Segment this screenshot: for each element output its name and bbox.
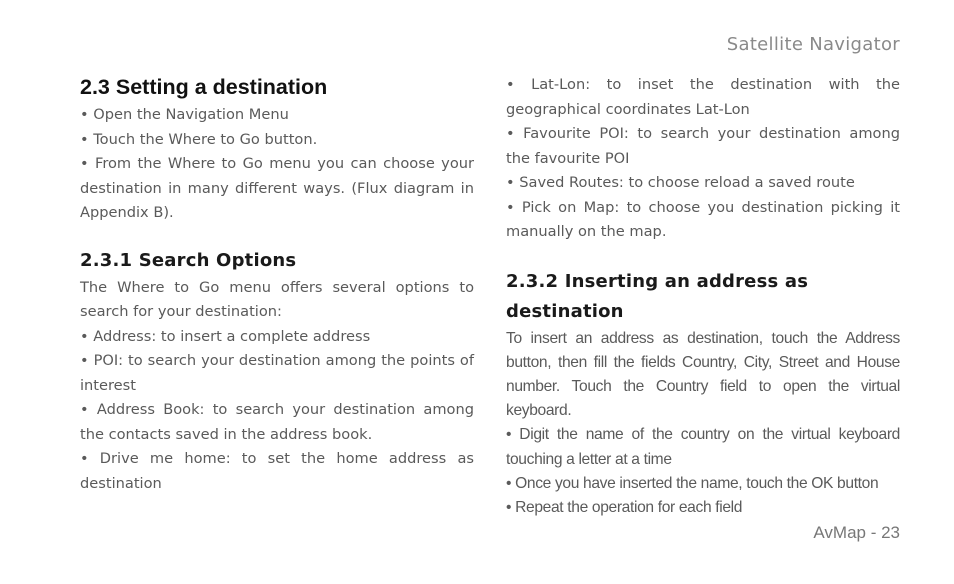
intro-item: • Open the Navigation Menu (80, 106, 289, 123)
subsection-title-inserting-address: 2.3.2 Inserting an address as destination (506, 270, 809, 322)
option-item: • Favourite POI: to search your destination among the favourite POI (506, 125, 900, 167)
option-item: • Lat-Lon: to inset the destination with the geographical coordinates Lat-Lon (506, 76, 900, 118)
option-item: • Address Book: to search your destination among the contacts saved in the address book. (80, 401, 474, 443)
step-item: • Once you have inserted the name, touch the OK button (506, 474, 879, 492)
running-header-title: Satellite Navigator (726, 34, 900, 55)
option-item: • Address: to insert a complete address (80, 327, 371, 345)
option-item: • POI: to search your destination among the points of interest (80, 352, 474, 394)
intro-item: • From the Where to Go menu you can choose your destination in many different ways. (Flux diagram in Appendix B). (80, 155, 474, 221)
step-item: • Repeat the operation for each field (506, 498, 743, 516)
subsection-title-search-options: 2.3.1 Search Options (80, 249, 297, 271)
intro-item: • Touch the Where to Go button. (80, 130, 318, 148)
option-item: • Drive me home: to set the home address as destination (80, 450, 474, 492)
subsection-intro: To insert an address as destination, touch the Address button, then fill the fields Country, City, Street and House number. Touch the Country field to open the virtual keyboard. (506, 329, 900, 420)
right-column (506, 73, 900, 520)
page-number-footer: AvMap - 23 (813, 523, 900, 542)
step-item: • Digit the name of the country on the virtual keyboard touching a letter at a time (506, 426, 900, 468)
left-column (80, 72, 474, 496)
section-title: 2.3 Setting a destination (80, 75, 328, 99)
subsection-intro: The Where to Go menu offers several options to search for your destination: (80, 278, 474, 320)
option-item: • Saved Routes: to choose reload a saved route (506, 174, 855, 191)
option-item: • Pick on Map: to choose you destination picking it manually on the map. (506, 198, 900, 240)
